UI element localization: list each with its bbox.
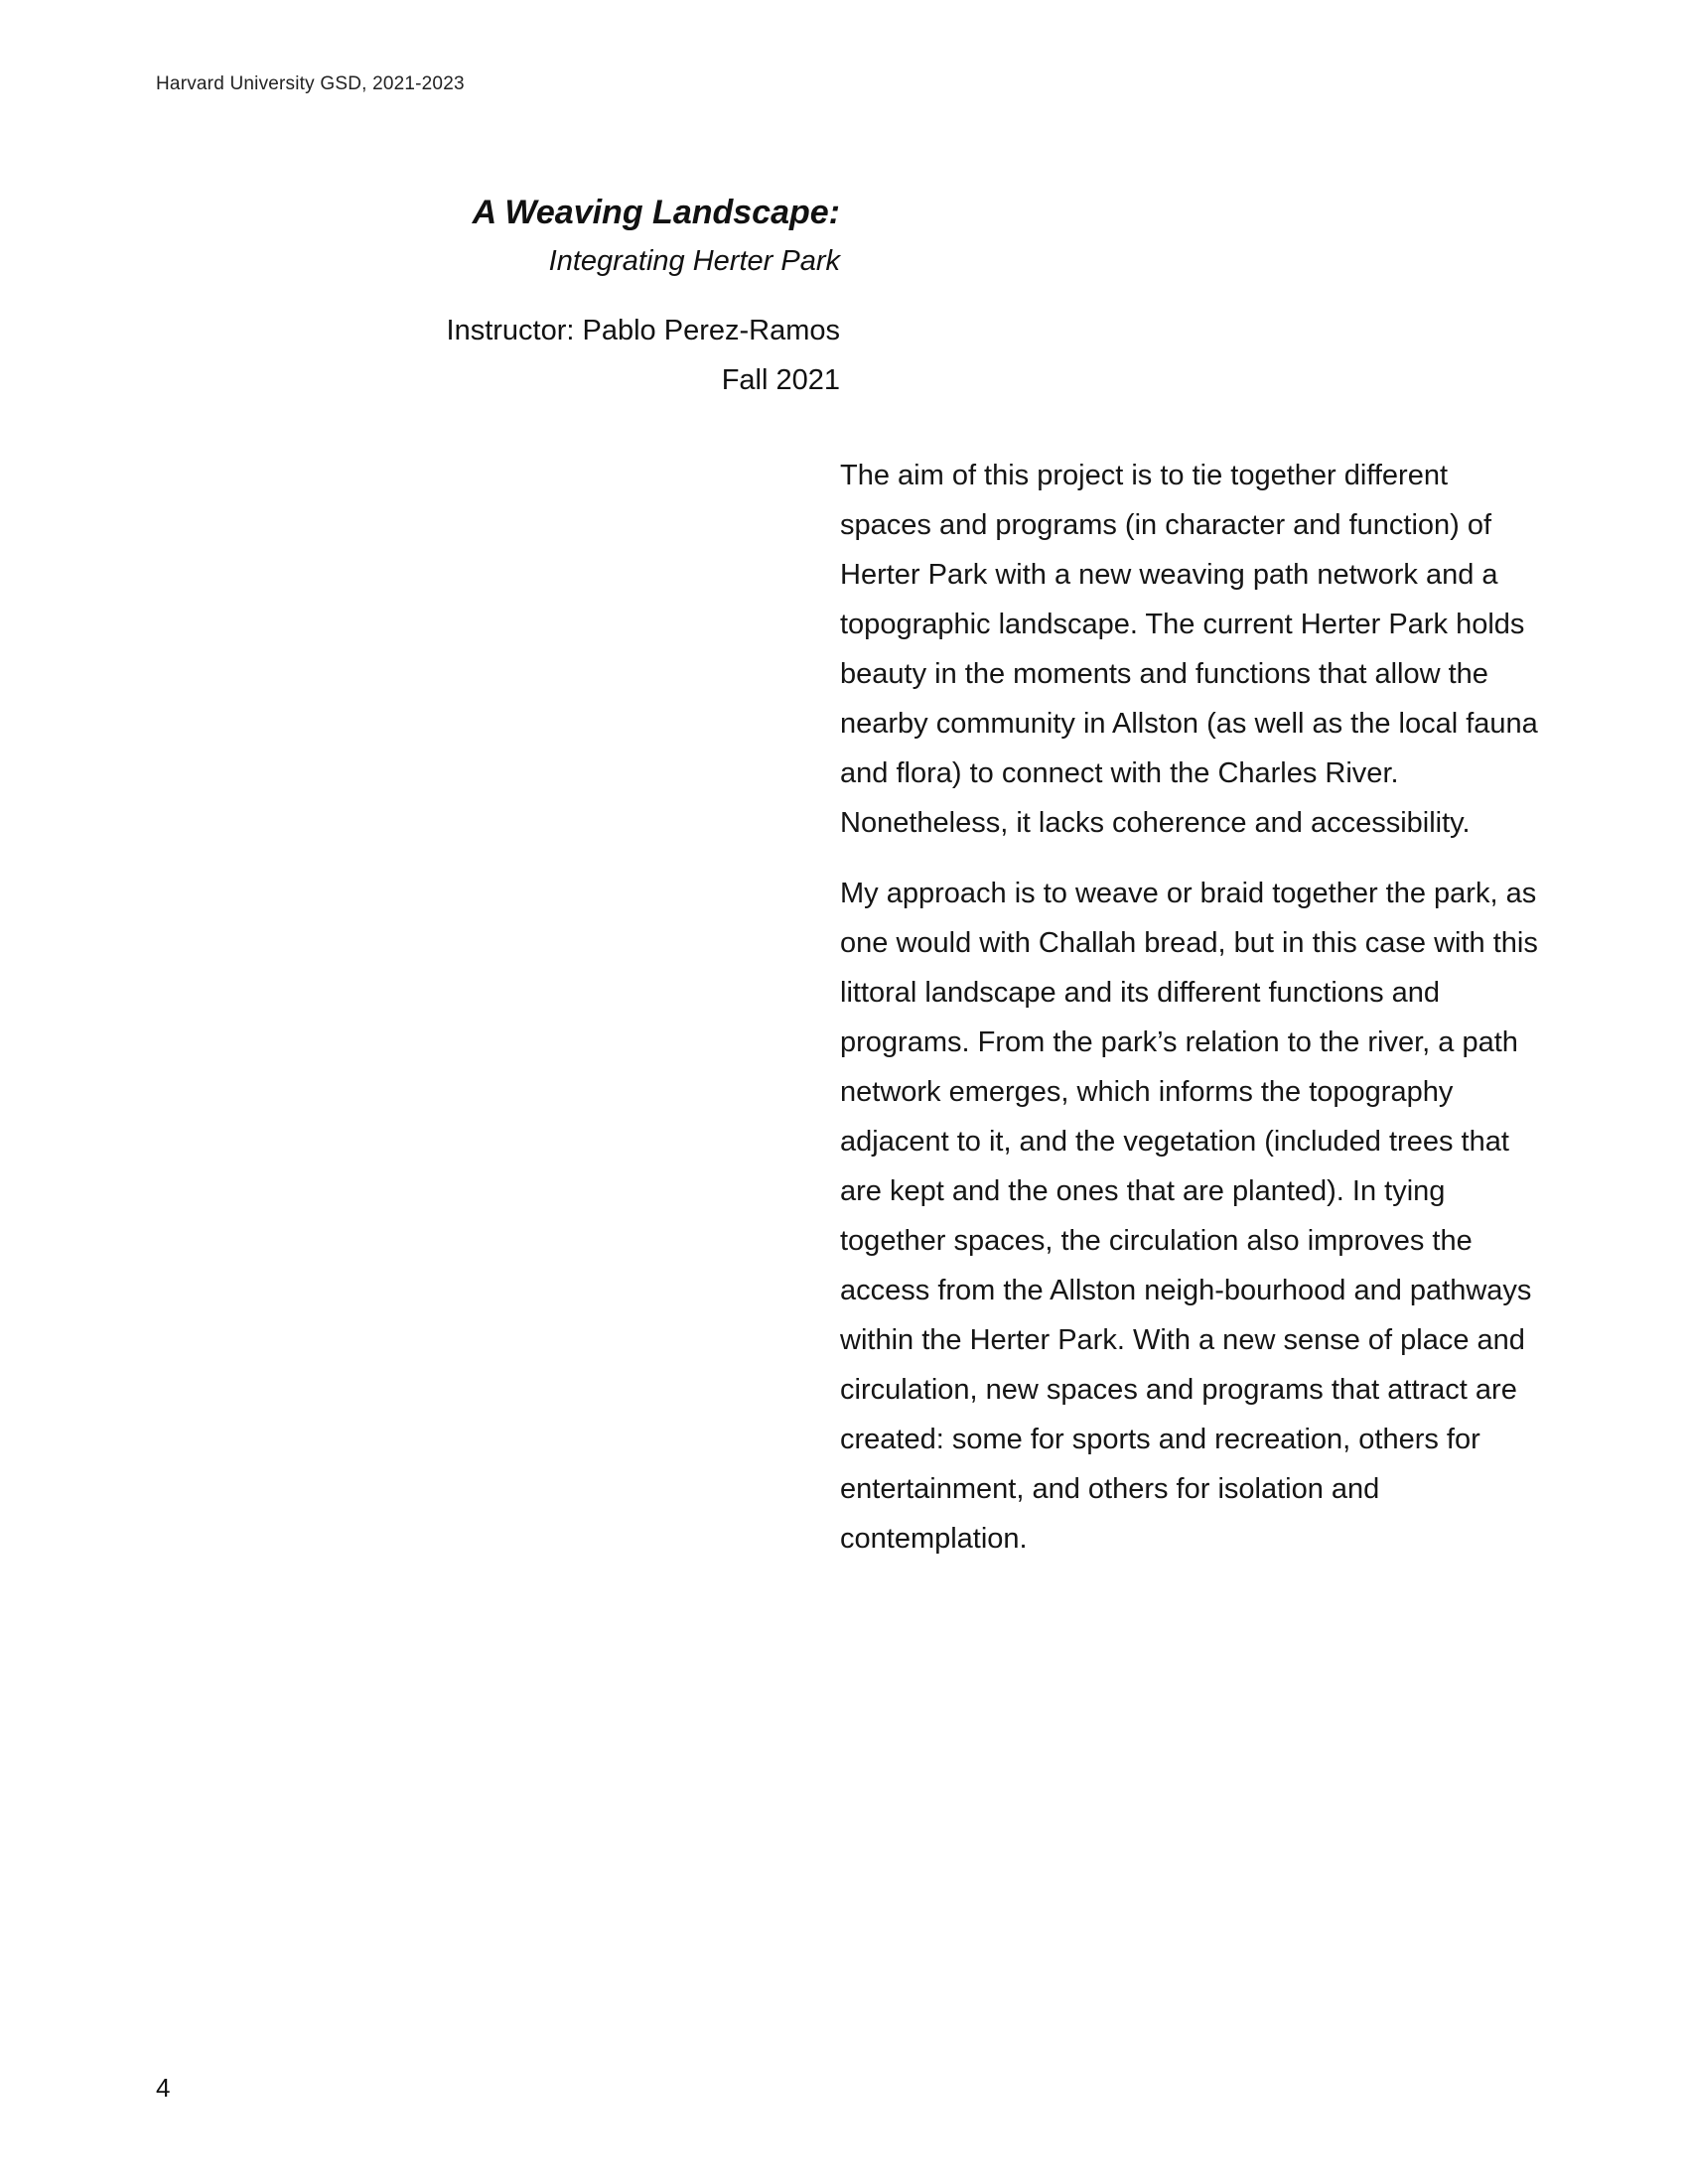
running-header: Harvard University GSD, 2021-2023 xyxy=(156,73,465,94)
page-number: 4 xyxy=(156,2073,171,2103)
body-paragraph-2: My approach is to weave or braid together the park, as one would with Challah bread, but in this case with this littoral landscape and its different functions and programs. From the park’s relation to the river, a path network emerges, which informs the topography adjacent to it, and the vegetation (included trees that are kept and the ones that are planted). In tying together spaces, the circulation also improves the access from the Allston neigh-bourhood and pathways within the Herter Park. With a new sense of place and circulation, new spaces and programs that attract are created: some for sports and recreation, others for entertainment, and others for isolation and contemplation. xyxy=(840,878,1538,1555)
document-subtitle: Integrating Herter Park xyxy=(548,245,840,277)
document-title: A Weaving Landscape: xyxy=(472,194,840,231)
body-text xyxy=(840,451,1545,1584)
instructor-line: Instructor: Pablo Perez-Ramos xyxy=(446,315,840,346)
body-paragraph-1: The aim of this project is to tie together different spaces and programs (in character and function) of Herter Park with a new weaving path network and a topographic landscape. The current Herter Park holds beauty in the moments and functions that allow the nearby community in Allston (as well as the local fauna and flora) to connect with the Charles River. Nonetheless, it lacks coherence and accessibility. xyxy=(840,460,1538,839)
title-block xyxy=(377,187,840,284)
course-meta xyxy=(377,306,840,405)
term-line: Fall 2021 xyxy=(721,364,840,396)
